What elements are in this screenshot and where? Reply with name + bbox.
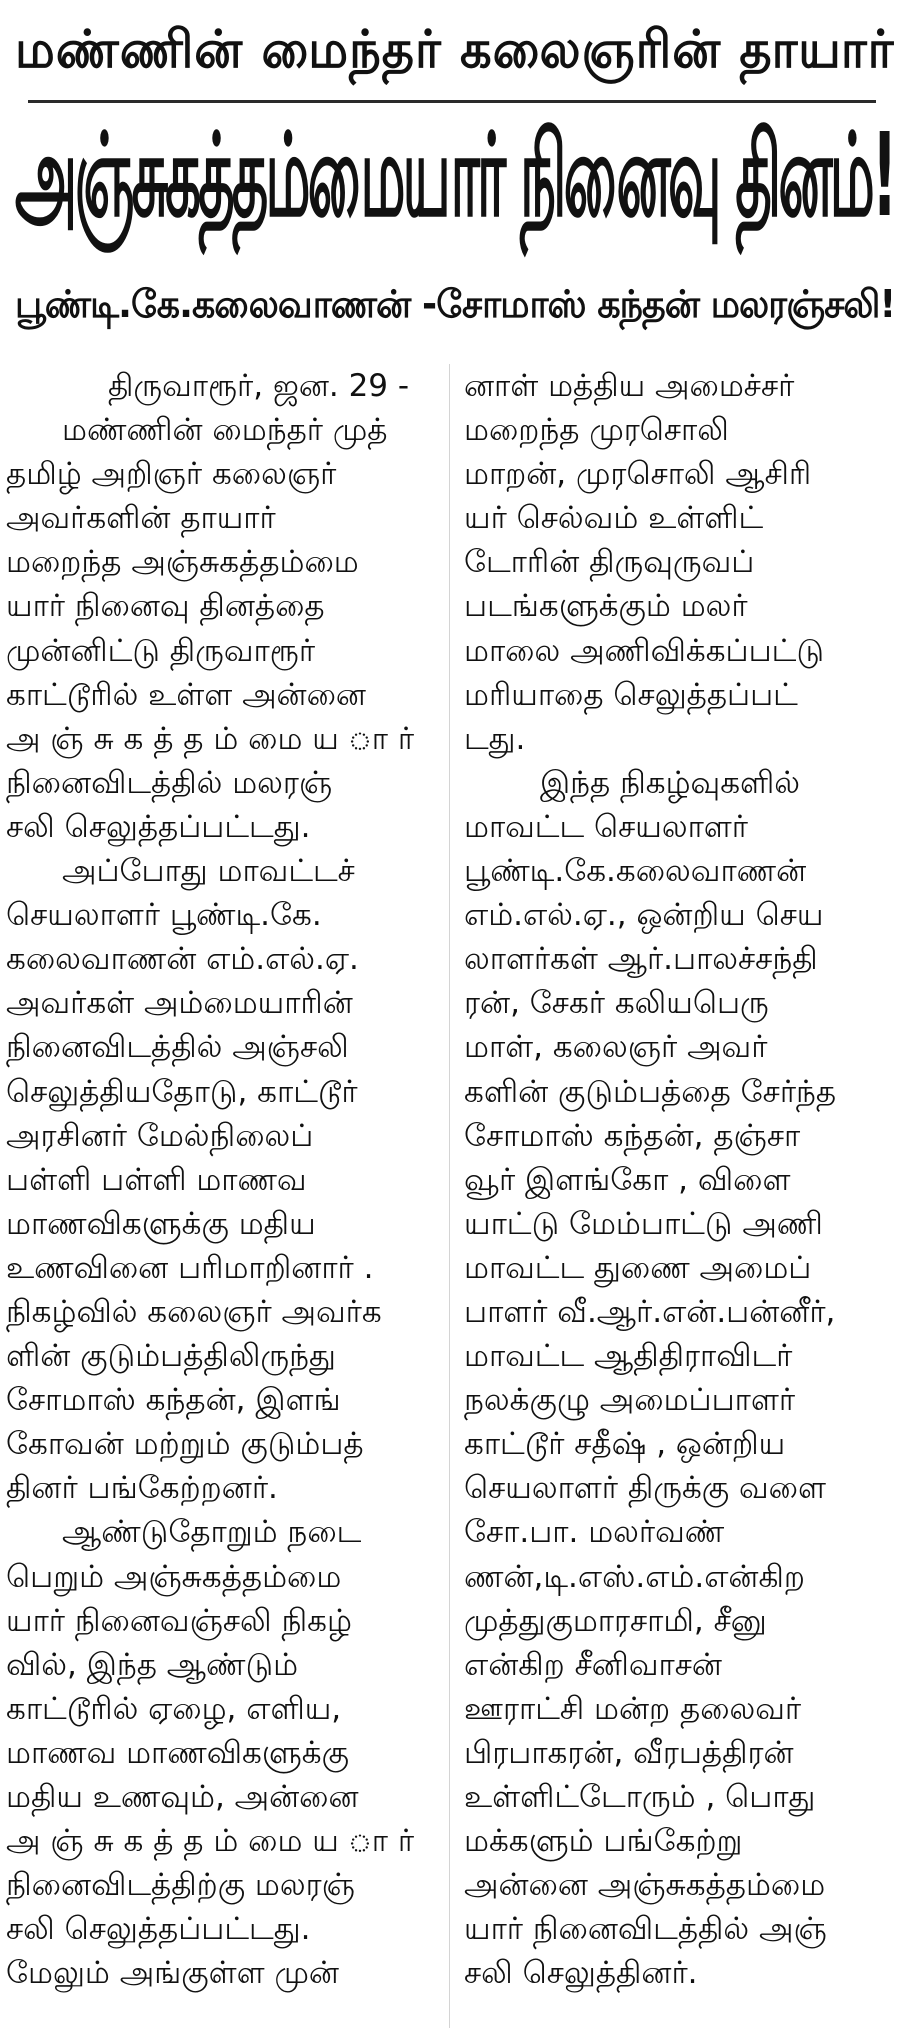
article-line: யாட்டு மேம்பாட்டு அணி: [464, 1205, 823, 1242]
article-line: சலி செலுத்தப்பட்டது.: [6, 1911, 311, 1948]
article-line: லாளர்கள் ஆர்.பாலச்சந்தி: [464, 941, 818, 978]
article-line: யார் நினைவஞ்சலி நிகழ்: [6, 1602, 352, 1639]
article-line: மேலும் அங்குள்ள முன்: [6, 1955, 339, 1992]
article-line: சலி செலுத்தப்பட்டது.: [6, 808, 311, 845]
article-line: கோவன் மற்றும் குடும்பத்: [6, 1426, 364, 1463]
article-line: காட்டூர் சதீஷ் , ஒன்றிய: [464, 1426, 786, 1463]
article-line: யர் செல்வம் உள்ளிட்: [464, 500, 764, 537]
article-line: யார் நினைவிடத்தில் அஞ்: [464, 1911, 827, 1948]
article-line: முன்னிட்டு திருவாரூர்: [6, 632, 316, 669]
article-line: என்கிற சீனிவாசன்: [464, 1646, 722, 1683]
article-line: செலுத்தியதோடு, காட்டூர்: [6, 1073, 358, 1110]
article-line: காட்டூரில் ஏழை, எளிய,: [6, 1690, 342, 1727]
article-line: ஆண்டுதோறும் நடை: [62, 1514, 362, 1551]
article-line: மாறன், முரசொலி ஆசிரி: [464, 456, 812, 493]
article-line: நினைவிடத்தில் மலரஞ்: [6, 764, 333, 801]
article-line: முத்துகுமாரசாமி, சீனு: [464, 1602, 767, 1639]
article-line: எம்.எல்.ஏ., ஒன்றிய செய: [464, 897, 824, 934]
article-line: மண்ணின் மைந்தர் முத்: [62, 412, 388, 449]
article-line: ளின் குடும்பத்திலிருந்து: [6, 1338, 336, 1375]
article-line: சோமாஸ் கந்தன், இளங்: [6, 1382, 341, 1419]
article-line: பிரபாகரன், வீரபத்திரன்: [464, 1734, 794, 1771]
article-line: னாள் மத்திய அமைச்சர்: [464, 368, 795, 404]
article-line: அப்போது மாவட்டச்: [62, 853, 355, 890]
article-line: மாணவ மாணவிகளுக்கு: [6, 1734, 349, 1771]
article-column-right: [464, 364, 896, 1995]
article-line: நிகழ்வில் கலைஞர் அவர்க: [6, 1293, 382, 1330]
article-line: நினைவிடத்திற்கு மலரஞ்: [6, 1867, 355, 1904]
article-line: தமிழ் அறிஞர் கலைஞர்: [6, 456, 337, 493]
article-line: மாவட்ட ஆதிதிராவிடர்: [464, 1338, 793, 1375]
article-line: களின் குடும்பத்தை சேர்ந்த: [464, 1073, 837, 1110]
main-headline: அஞ்சுகத்தம்மையார் நினைவு தினம்!: [15, 107, 895, 243]
column-divider: [449, 364, 450, 2028]
kicker-headline: மண்ணின் மைந்தர் கலைஞரின் தாயார்: [15, 19, 895, 80]
article-line: அ ஞ் சு க த் த ம் மை ய ா ர்: [6, 1823, 415, 1860]
article-line: மாவட்ட செயலாளர்: [464, 808, 748, 845]
article-line: செயலாளர் பூண்டி.கே.: [6, 897, 322, 934]
sub-headline: பூண்டி.கே.கலைவாணன் -சோமாஸ் கந்தன் மலரஞ்சலி!: [15, 282, 896, 326]
article-line: மதிய உணவும், அன்னை: [6, 1779, 359, 1815]
article-line: சோமாஸ் கந்தன், தஞ்சா: [464, 1117, 801, 1154]
article-line: மறைந்த முரசொலி: [464, 412, 729, 449]
article-line: உணவினை பரிமாறினார் .: [6, 1249, 374, 1286]
article-line: மரியாதை செலுத்தப்பட்: [464, 676, 798, 713]
article-line: டது.: [464, 720, 526, 757]
article-line: டோரின் திருவுருவப்: [464, 544, 755, 581]
article-line: பூண்டி.கே.கலைவாணன்: [464, 853, 807, 890]
article-line: மக்களும் பங்கேற்று: [464, 1823, 743, 1860]
article-line: படங்களுக்கும் மலர்: [464, 588, 748, 625]
article-line: இந்த நிகழ்வுகளில்: [540, 764, 801, 801]
article-line: தினர் பங்கேற்றனர்.: [6, 1470, 278, 1507]
article-line: நலக்குழு அமைப்பாளர்: [464, 1382, 796, 1419]
article-line: பள்ளி பள்ளி மாணவ: [6, 1161, 307, 1198]
article-line: காட்டூரில் உள்ள அன்னை: [6, 676, 366, 713]
article-line: மாணவிகளுக்கு மதிய: [6, 1205, 316, 1242]
article-line: அ ஞ் சு க த் த ம் மை ய ா ர்: [6, 720, 415, 757]
article-line: அவர்களின் தாயார்: [6, 500, 276, 537]
article-line: நினைவிடத்தில் அஞ்சலி: [6, 1029, 349, 1066]
article-line: மாலை அணிவிக்கப்பட்டு: [464, 632, 825, 669]
article-line: பெறும் அஞ்சுகத்தம்மை: [6, 1558, 342, 1595]
dateline: திருவாரூர், ஜன. 29 -: [108, 368, 410, 404]
article-line: மாள், கலைஞர் அவர்: [464, 1029, 768, 1066]
article-line: வூர் இளங்கோ , விளை: [464, 1161, 791, 1198]
article-line: ரன், சேகர் கலியபெரு: [464, 985, 769, 1022]
article-line: மறைந்த அஞ்சுகத்தம்மை: [6, 544, 359, 581]
article-line: அவர்கள் அம்மையாரின்: [6, 985, 353, 1022]
article-line: சோ.பா. மலர்வண்: [464, 1514, 725, 1551]
article-line: ஊராட்சி மன்ற தலைவர்: [464, 1690, 802, 1727]
article-column-left: [6, 364, 438, 1995]
article-line: யார் நினைவு தினத்தை: [6, 588, 325, 625]
article-line: செயலாளர் திருக்கு வளை: [464, 1470, 826, 1507]
article-line: வில், இந்த ஆண்டும்: [6, 1646, 299, 1683]
article-line: ணன்,டி.எஸ்.எம்.என்கிற: [464, 1558, 805, 1595]
article-line: உள்ளிட்டோரும் , பொது: [464, 1779, 816, 1815]
article-line: கலைவாணன் எம்.எல்.ஏ.: [6, 941, 359, 978]
article-line: அரசினர் மேல்நிலைப்: [6, 1117, 314, 1154]
article-line: மாவட்ட துணை அமைப்: [464, 1249, 812, 1286]
article-line: அன்னை அஞ்சுகத்தம்மை: [464, 1867, 826, 1904]
article-line: பாளர் வீ.ஆர்.என்.பன்னீர்,: [464, 1293, 836, 1330]
article-line: சலி செலுத்தினர்.: [464, 1955, 698, 1992]
